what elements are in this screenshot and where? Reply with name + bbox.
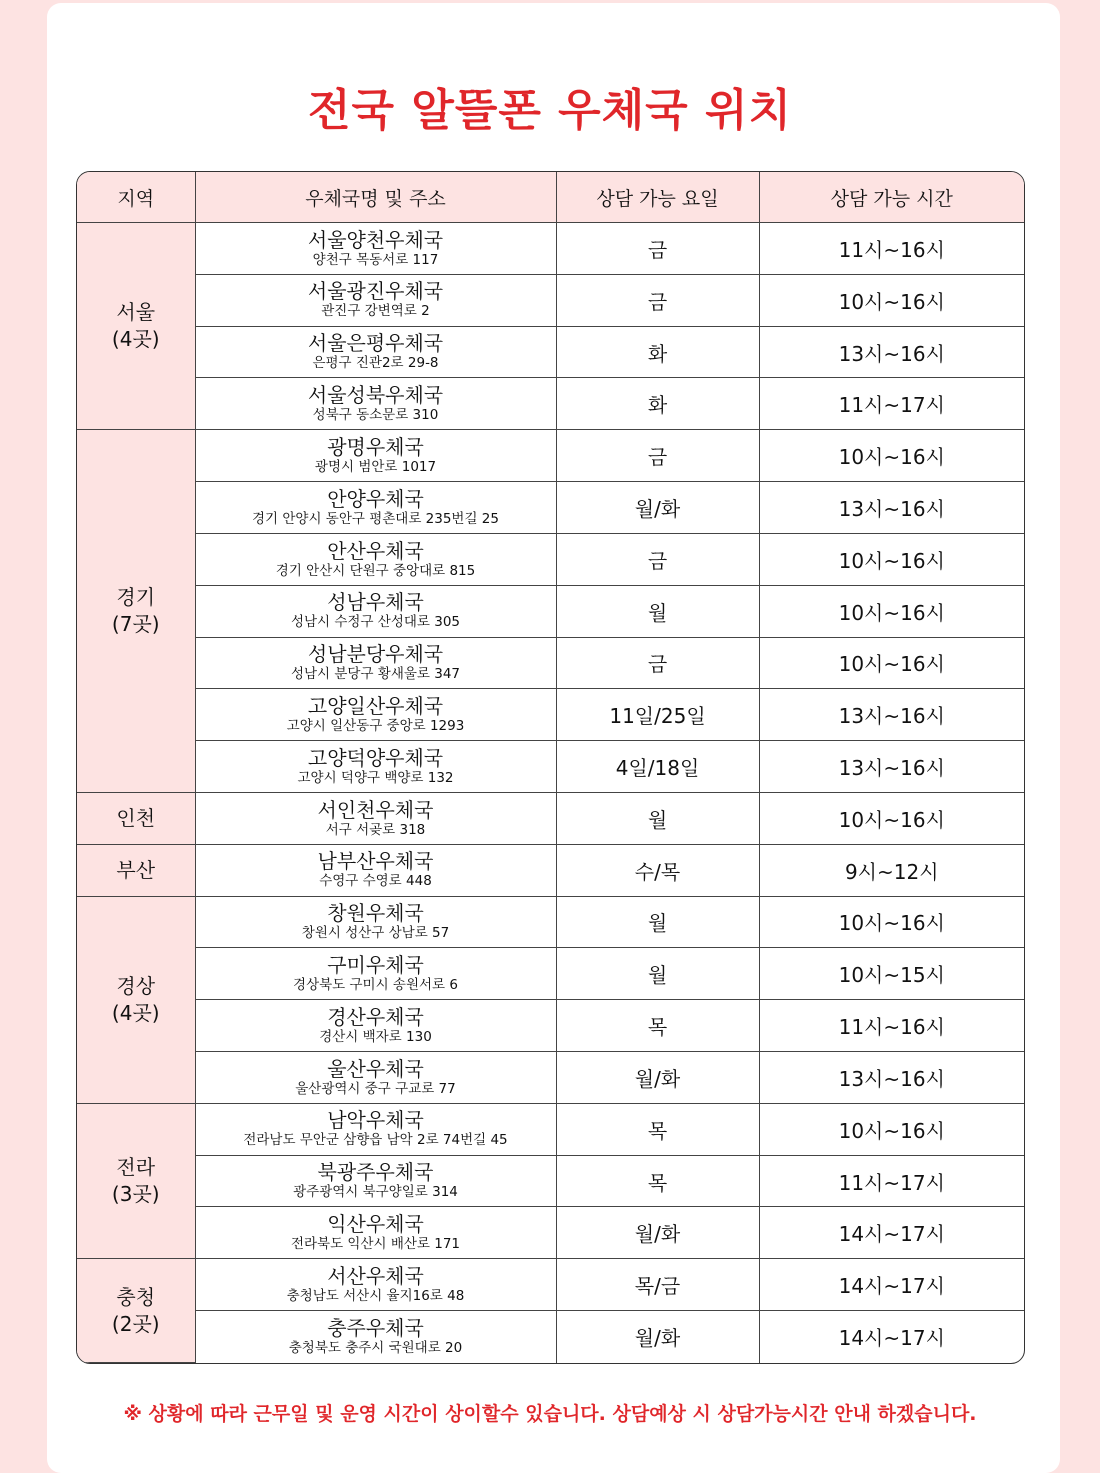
consult-time-cell: 14시~17시 [759,1259,1024,1311]
office-address: 충청북도 충주시 국원대로 20 [288,1340,463,1356]
consult-day-cell: 월 [556,792,759,844]
consult-time-cell: 10시~16시 [759,1103,1024,1155]
office-name: 서인천우체국 [317,797,434,822]
consult-time-cell: 10시~16시 [759,637,1024,689]
consult-day-cell: 수/목 [556,844,759,896]
table-body [77,223,1024,1363]
table-row [77,482,1024,534]
office-address: 전라북도 익산시 배산로 171 [290,1236,461,1253]
consult-time-cell: 13시~16시 [759,689,1024,741]
consult-time-cell: 10시~15시 [759,948,1024,1000]
region-name: 전라 [116,1155,156,1180]
consult-day-cell: 금 [556,274,759,326]
table-row [77,1311,1024,1363]
office-cell [195,689,556,741]
consult-time-cell: 10시~16시 [759,792,1024,844]
office-address: 창원시 성산구 상남로 57 [301,925,450,942]
consult-day-cell: 금 [556,533,759,585]
region-count: (4곳) [111,1000,160,1025]
office-address: 수영구 수영로 448 [319,873,432,890]
table-row [77,741,1024,793]
office-address: 성북구 동소문로 310 [312,407,439,424]
region-cell [77,896,195,1103]
table-row [77,378,1024,430]
consult-day-cell: 월 [556,896,759,948]
office-address: 광주광역시 북구양일로 314 [293,1184,458,1201]
office-cell [195,948,556,1000]
consult-day-cell: 금 [556,430,759,482]
office-cell [195,482,556,534]
office-name: 울산우체국 [327,1056,424,1081]
table-row [77,326,1024,378]
consult-time-cell: 13시~16시 [759,482,1024,534]
office-address: 경상북도 구미시 송원서로 6 [293,977,458,993]
office-name: 고양덕양우체국 [307,745,444,770]
table-row [77,1207,1024,1259]
consult-day-cell: 목 [556,1000,759,1052]
table-row [77,1259,1024,1311]
office-address: 고양시 일산동구 중앙로 1293 [286,717,465,734]
office-name: 남부산우체국 [317,849,434,874]
consult-day-cell: 월/화 [556,1207,759,1259]
office-cell [195,896,556,948]
consult-time-cell: 13시~16시 [759,741,1024,793]
office-cell [195,533,556,585]
region-name: 서울 [116,300,156,325]
column-header-office: 우체국명 및 주소 [195,172,556,223]
consult-time-cell: 14시~17시 [759,1207,1024,1259]
office-address: 전라남도 무안군 삼향읍 남악 2로 74번길 45 [243,1132,508,1149]
table-row [77,1052,1024,1104]
table-row [77,533,1024,585]
office-address: 고양시 덕양구 백양로 132 [297,769,454,786]
consult-day-cell: 목 [556,1103,759,1155]
office-address: 양천구 목동서로 117 [312,251,439,268]
office-name: 안양우체국 [327,486,424,511]
office-address: 경기 안양시 동안구 평촌대로 235번길 25 [252,510,499,527]
office-name: 남악우체국 [327,1108,424,1133]
consult-time-cell: 13시~16시 [759,1052,1024,1104]
consult-day-cell: 월/화 [556,1311,759,1363]
office-cell [195,378,556,430]
office-address: 울산광역시 중구 구교로 77 [295,1080,456,1097]
region-name: 부산 [116,857,156,882]
table-row [77,1103,1024,1155]
office-address: 충청남도 서산시 율지16로 48 [286,1287,465,1304]
consult-day-cell: 목 [556,1155,759,1207]
office-cell [195,1000,556,1052]
office-name: 서산우체국 [327,1263,424,1288]
table-row [77,585,1024,637]
region-cell [77,430,195,793]
column-header-day: 상담 가능 요일 [556,172,759,223]
region-name: 경상 [116,973,156,998]
notice-text: ※ 상황에 따라 근무일 및 운영 시간이 상이할수 있습니다. 상담예상 시 상담가능시간 안내 하겠습니다. [123,1403,977,1425]
consult-day-cell: 4일/18일 [556,741,759,793]
table-row [77,637,1024,689]
consult-time-cell: 10시~16시 [759,430,1024,482]
office-address: 서구 서곶로 318 [325,821,426,838]
office-cell [195,430,556,482]
region-cell [77,844,195,896]
region-cell [77,792,195,844]
region-count: (3곳) [111,1182,160,1207]
consult-time-cell: 10시~16시 [759,533,1024,585]
consult-time-cell: 13시~16시 [759,326,1024,378]
office-name: 창원우체국 [327,901,424,926]
table-row [77,1000,1024,1052]
consult-time-cell: 10시~16시 [759,274,1024,326]
page-title: 전국 알뜰폰 우체국 위치 [308,85,792,136]
office-cell [195,274,556,326]
office-cell [195,1259,556,1311]
column-header-time: 상담 가능 시간 [759,172,1024,223]
region-cell [77,1259,195,1363]
office-address: 광명시 범안로 1017 [314,458,437,475]
office-name: 충주우체국 [327,1316,424,1340]
office-name: 성남분당우체국 [307,642,444,667]
office-name: 익산우체국 [327,1212,424,1237]
region-name: 충청 [116,1284,156,1309]
consult-day-cell: 목/금 [556,1259,759,1311]
consult-time-cell: 10시~16시 [759,585,1024,637]
office-name: 서울은평우체국 [307,331,444,356]
table-row [77,1155,1024,1207]
office-cell [195,1207,556,1259]
table-row [77,274,1024,326]
post-office-table-container [76,171,1025,1364]
consult-time-cell: 10시~16시 [759,896,1024,948]
office-cell [195,223,556,275]
consult-time-cell: 14시~17시 [759,1311,1024,1363]
office-cell [195,741,556,793]
office-name: 경산우체국 [327,1004,424,1029]
consult-day-cell: 금 [556,223,759,275]
office-cell [195,844,556,896]
table-row [77,792,1024,844]
table-header-row [77,172,1024,223]
post-office-table [77,172,1024,1363]
table-row [77,844,1024,896]
office-address: 경기 안산시 단원구 중앙대로 815 [275,562,476,579]
consult-time-cell: 11시~17시 [759,378,1024,430]
consult-day-cell: 월/화 [556,1052,759,1104]
office-address: 관진구 강변역로 2 [321,303,430,320]
office-cell [195,1311,556,1363]
table-row [77,948,1024,1000]
consult-day-cell: 월 [556,948,759,1000]
table-row [77,430,1024,482]
office-name: 성남우체국 [327,590,424,615]
region-name: 경기 [116,585,156,610]
office-cell [195,792,556,844]
office-cell [195,637,556,689]
office-address: 성남시 분당구 황새울로 347 [290,666,461,683]
office-address: 경산시 백자로 130 [319,1028,432,1045]
table-row [77,896,1024,948]
consult-time-cell: 11시~16시 [759,1000,1024,1052]
office-name: 광명우체국 [327,434,424,459]
consult-day-cell: 화 [556,326,759,378]
office-name: 서울성북우체국 [307,383,444,408]
office-name: 서울광진우체국 [307,279,444,304]
consult-day-cell: 11일/25일 [556,689,759,741]
office-cell [195,1103,556,1155]
consult-day-cell: 월 [556,585,759,637]
office-name: 안산우체국 [327,538,424,563]
office-name: 고양일산우체국 [307,693,444,718]
office-name: 서울양천우체국 [307,227,444,252]
region-cell [77,223,195,430]
office-cell [195,326,556,378]
region-count: (4곳) [111,327,160,352]
consult-day-cell: 화 [556,378,759,430]
consult-day-cell: 금 [556,637,759,689]
table-row [77,689,1024,741]
consult-time-cell: 9시~12시 [759,844,1024,896]
region-name: 인천 [116,805,156,830]
consult-day-cell: 월/화 [556,482,759,534]
office-name: 구미우체국 [327,953,424,977]
region-count: (7곳) [111,612,160,637]
region-count: (2곳) [111,1311,160,1336]
region-cell [77,1103,195,1258]
office-address: 성남시 수정구 산성대로 305 [290,614,461,631]
column-header-region: 지역 [77,172,195,223]
table-row [77,223,1024,275]
office-cell [195,1155,556,1207]
consult-time-cell: 11시~17시 [759,1155,1024,1207]
consult-time-cell: 11시~16시 [759,223,1024,275]
office-cell [195,585,556,637]
office-address: 은평구 진관2로 29-8 [312,355,439,372]
office-name: 북광주우체국 [317,1160,434,1185]
office-cell [195,1052,556,1104]
